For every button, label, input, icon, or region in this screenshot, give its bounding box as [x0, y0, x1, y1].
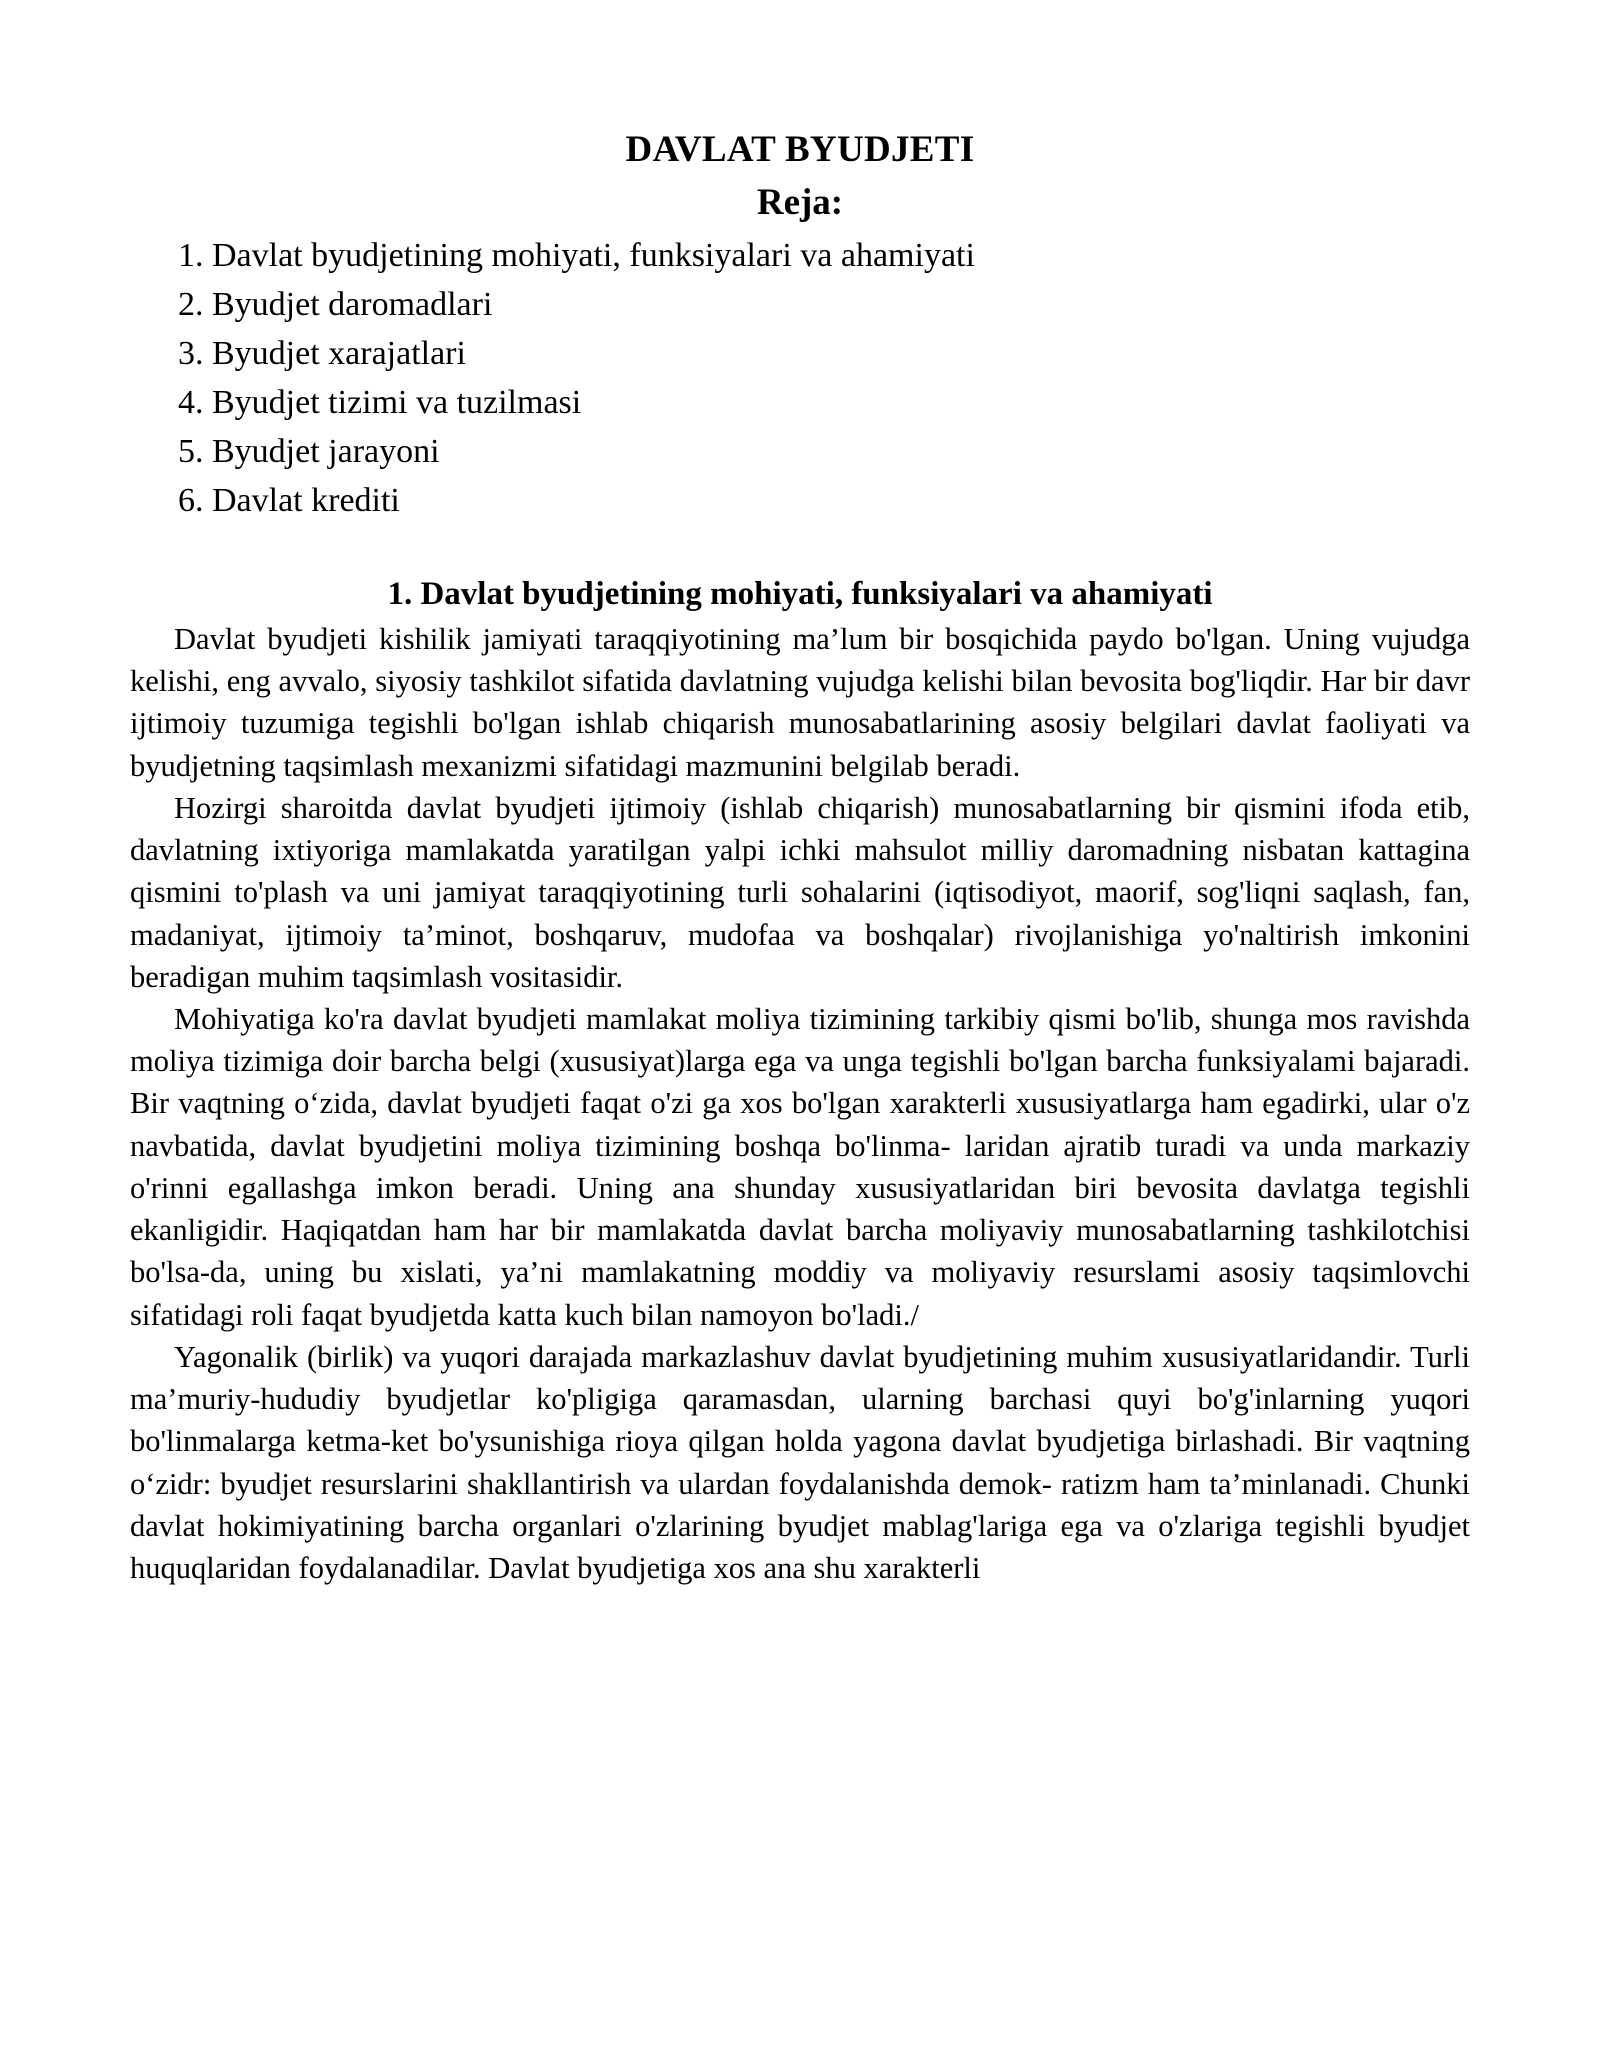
list-item: 6. Davlat krediti	[178, 481, 400, 519]
section-heading: 1. Davlat byudjetining mohiyati, funksiyalari va ahamiyati	[387, 575, 1213, 612]
body-paragraph: Hozirgi sharoitda davlat byudjeti ijtimoiy (ishlab chiqarish) munosabatlarning bir qismini ifoda etib, davlatning ixtiyoriga mamlakatda yaratilgan yalpi ichki mahsulot milliy daromadning nisbatan kattagina qismini to'plash va uni jamiyat taraqqiyotining turli sohalarini (iqtisodiyot, maorif, sog'liqni saqlash, fan, madaniyat, ijtimoiy ta’minot, boshqaruv, mudofaa va boshqalar) rivojlanishiga yo'naltirish imkonini beradigan muhim taqsimlash vositasidir.	[130, 790, 1470, 994]
outline-list	[130, 232, 1470, 526]
list-item: 4. Byudjet tizimi va tuzilmasi	[178, 383, 582, 421]
body-paragraph: Davlat byudjeti kishilik jamiyati taraqqiyotining ma’lum bir bosqichida paydo bo'lgan. Uning vujudga kelishi, eng avvalo, siyosiy tashkilot sifatida davlatning vujudga kelishi bilan bevosita bog'liqdir. Har bir davr ijtimoiy tuzumiga tegishli bo'lgan ishlab chiqarish munosabatlarining asosiy belgilari davlat faoliyati va byudjetning taqsimlash mexanizmi sifatidagi mazmunini belgilab beradi.	[130, 621, 1470, 783]
body-paragraph: Yagonalik (birlik) va yuqori darajada markazlashuv davlat byudjetining muhim xususiyatlaridandir. Turli ma’muriy-hududiy byudjetlar ko'pligiga qaramasdan, ularning barchasi quyi bo'g'inlarning yuqori bo'linmalarga ketma-ket bo'ysunishiga rioya qilgan holda yagona davlat byudjetiga birlashadi. Bir vaqtning o‘zidr: byudjet resurslarini shakllantirish va ulardan foydalanishda demok- ratizm ham ta’minlanadi. Chunki davlat hokimiyatining barcha organlari o'zlarining byudjet mablag'lariga ega va o'zlariga tegishli byudjet huquqlaridan foydalanadilar. Davlat byudjetiga xos ana shu xarakterli	[130, 1339, 1470, 1586]
list-item: 2. Byudjet daromadlari	[178, 285, 493, 323]
list-item: 5. Byudjet jarayoni	[178, 432, 440, 470]
list-item: 1. Davlat byudjetining mohiyati, funksiyalari va ahamiyati	[178, 236, 975, 274]
body-paragraph: Mohiyatiga ko'ra davlat byudjeti mamlakat moliya tizimining tarkibiy qismi bo'lib, shunga mos ravishda moliya tizimiga doir barcha belgi (xususiyat)larga ega va unga tegishli bo'lgan barcha funksiyalami bajaradi. Bir vaqtning o‘zida, davlat byudjeti faqat o'zi ga xos bo'lgan xarakterli xususiyatlarga ham egadirki, ular o'z navbatida, davlat byudjetini moliya tizimining boshqa bo'linma- laridan ajratib turadi va unda markaziy o'rinni egallashga imkon beradi. Uning ana shunday xususiyatlaridan biri bevosita davlatga tegishli ekanligidir. Haqiqatdan ham har bir mamlakatda davlat barcha moliyaviy munosabatlarning tashkilotchisi bo'lsa-da, uning bu xislati, ya’ni mamlakatning moddiy va moliyaviy resurslami asosiy taqsimlovchi sifatidagi roli faqat byudjetda katta kuch bilan namoyon bo'ladi./	[130, 1001, 1470, 1332]
outline-subtitle: Reja:	[756, 181, 844, 223]
page-title: DAVLAT BYUDJETI	[625, 129, 975, 170]
list-item: 3. Byudjet xarajatlari	[178, 334, 466, 372]
